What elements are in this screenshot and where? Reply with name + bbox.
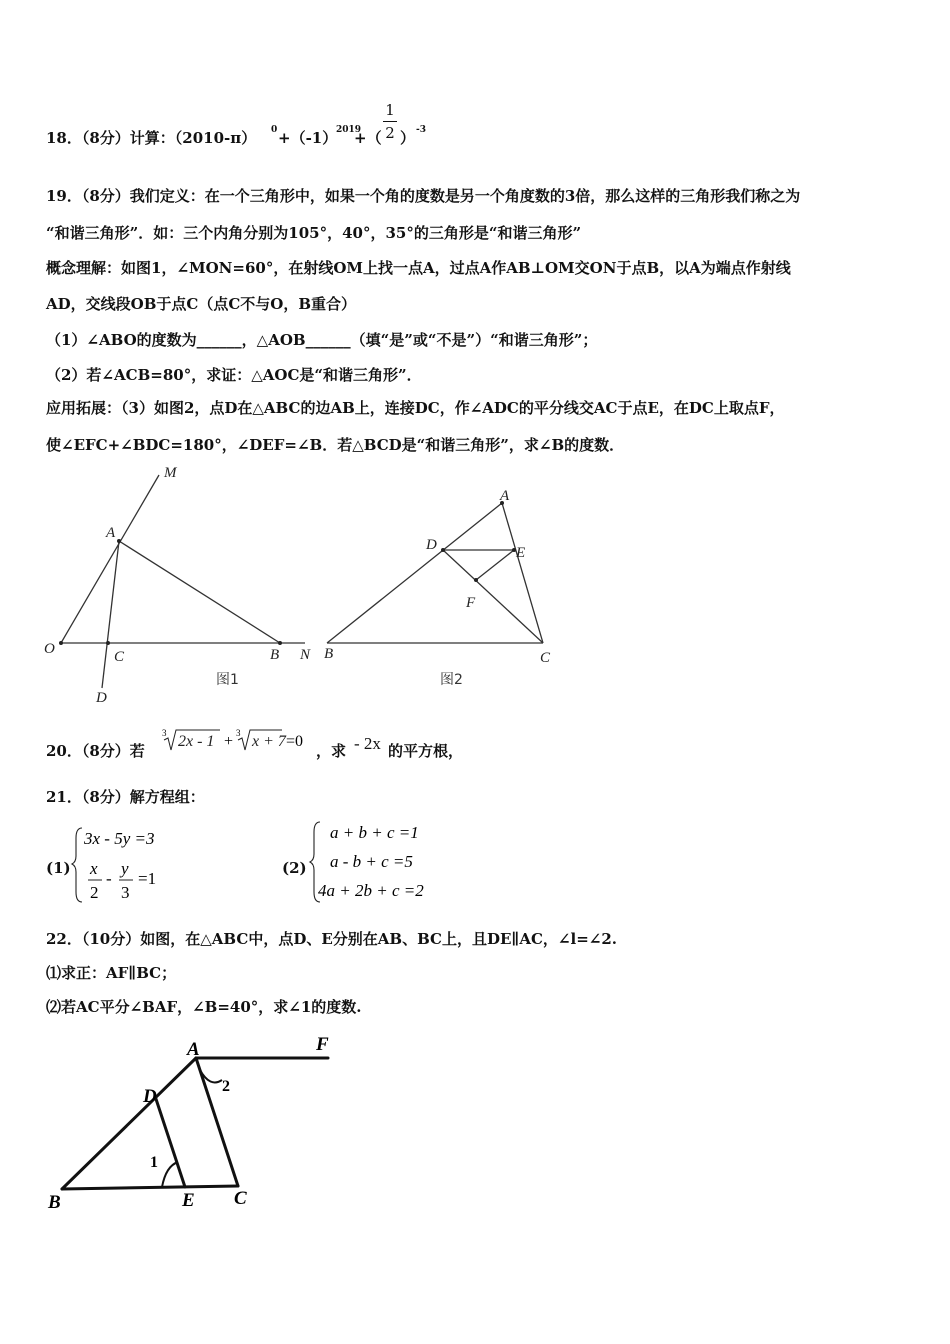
q22-label-A: A [187,1039,200,1060]
q19-line-2: “和谐三角形”．如：三个内角分别为105°，40°，35°的三角形是“和谐三角形” [46,224,582,242]
q18-text: 18．（8分）计算：（2010-π） [46,129,257,147]
q21-p1-x: x [90,859,98,878]
q18-frac-den: 2 [385,124,395,142]
q18-mid: +（-1） [278,129,338,147]
q22-label-E: E [182,1190,195,1211]
q22-label-F: F [316,1034,329,1055]
fig1-label-B: B [270,647,280,663]
q22-angle-2: 2 [222,1078,230,1095]
q21-part-1-label: (1) [46,859,71,877]
fig1-label-A: A [106,525,116,541]
fig1-label-C: C [114,649,125,665]
q20-ask: ，求 [316,742,347,760]
q21-p2-eq3: 4a + 2b + c =2 [318,881,424,900]
q22-line-3: ⑵若AC平分∠BAF，∠B=40°，求∠1的度数. [46,998,362,1016]
q19-part-1: （1）∠ABO的度数为______，△AOB______（填“是”或“不是”）“和谐三角形”； [46,331,598,349]
q21-p1-minus: - [106,869,112,888]
fig2-label-A: A [500,488,510,504]
q22-angle-1: 1 [150,1154,158,1171]
q22-line-2: ⑴求正：AF∥BC； [46,964,177,982]
q19-line-3: 概念理解：如图1，∠MON=60°，在射线OM上找一点A，过点A作AB⊥OM交ON于点B，以A为端点作射线 [46,259,791,277]
q21-part-2-label: (2) [282,859,307,877]
fig1-label-D: D [96,690,107,706]
fig1-label-M: M [164,465,177,481]
svg-text:3: 3 [162,728,167,738]
q21-p1-y: y [121,859,129,878]
q22-line-1: 22．（10分）如图，在△ABC中，点D、E分别在AB、BC上，且DE∥AC，∠l=∠2. [46,930,617,948]
fig2-label-B: B [324,646,334,662]
q18-exp0: 0 [271,125,278,135]
q18-close: ） [400,129,416,147]
fig2-label-F: F [466,595,476,611]
q20-prefix: 20．（8分）若 [46,742,145,760]
q21-title: 21．（8分）解方程组： [46,788,205,806]
svg-text:3: 3 [236,728,241,738]
fig1-caption: 图1 [216,672,239,688]
fig2-label-D: D [426,537,437,553]
q19-part-3-line-1: 应用拓展：（3）如图2，点D在△ABC的边AB上，连接DC，作∠ADC的平分线交AC于点E，在DC上取点F， [46,399,785,417]
q21-p2-eq1: a + b + c =1 [330,823,419,842]
q20-eq0: =0 [286,733,304,750]
q19-part-2: （2）若∠ACB=80°，求证：△AOC是“和谐三角形”． [46,366,422,384]
q22-label-B: B [48,1192,61,1213]
fig2-label-C: C [540,650,551,666]
q19-part-3-line-2: 使∠EFC+∠BDC=180°，∠DEF=∠B．若△BCD是“和谐三角形”，求∠B的度数． [46,436,625,454]
q20-radicand-2: x + 7 [252,733,286,750]
q22-label-D: D [143,1086,157,1107]
q19-line-4: AD，交线段OB于点C（点C不与O，B重合） [46,295,357,313]
q21-p2-eq2: a - b + c =5 [330,852,413,871]
fig2-caption: 图2 [440,672,463,688]
q18-plus: +（ [354,129,382,147]
q22-label-C: C [234,1188,247,1209]
q21-p1-two: 2 [90,883,99,902]
q21-p1-three: 3 [121,883,130,902]
q19-line-1: 19．（8分）我们定义：在一个三角形中，如果一个角的度数是另一个角度数的3倍，那么这样的三角形我们称之为 [46,187,801,205]
q20-neg2x: - 2x [354,734,381,753]
q21-p1-eq1: 3x - 5y =3 [84,829,155,848]
fig2-label-E: E [516,545,526,561]
fig1-label-N: N [300,647,311,663]
q18-exp-neg3: -3 [416,125,426,135]
fig1-label-O: O [44,641,55,657]
q20-radicand-1: 2x - 1 [178,733,215,750]
q21-p1-eq2-rhs: =1 [138,869,157,888]
svg-text:+: + [224,733,234,750]
q18-frac-num: 1 [385,101,395,119]
q20-suffix: 的平方根， [388,742,464,760]
q18-exp2019: 2019 [336,125,362,135]
